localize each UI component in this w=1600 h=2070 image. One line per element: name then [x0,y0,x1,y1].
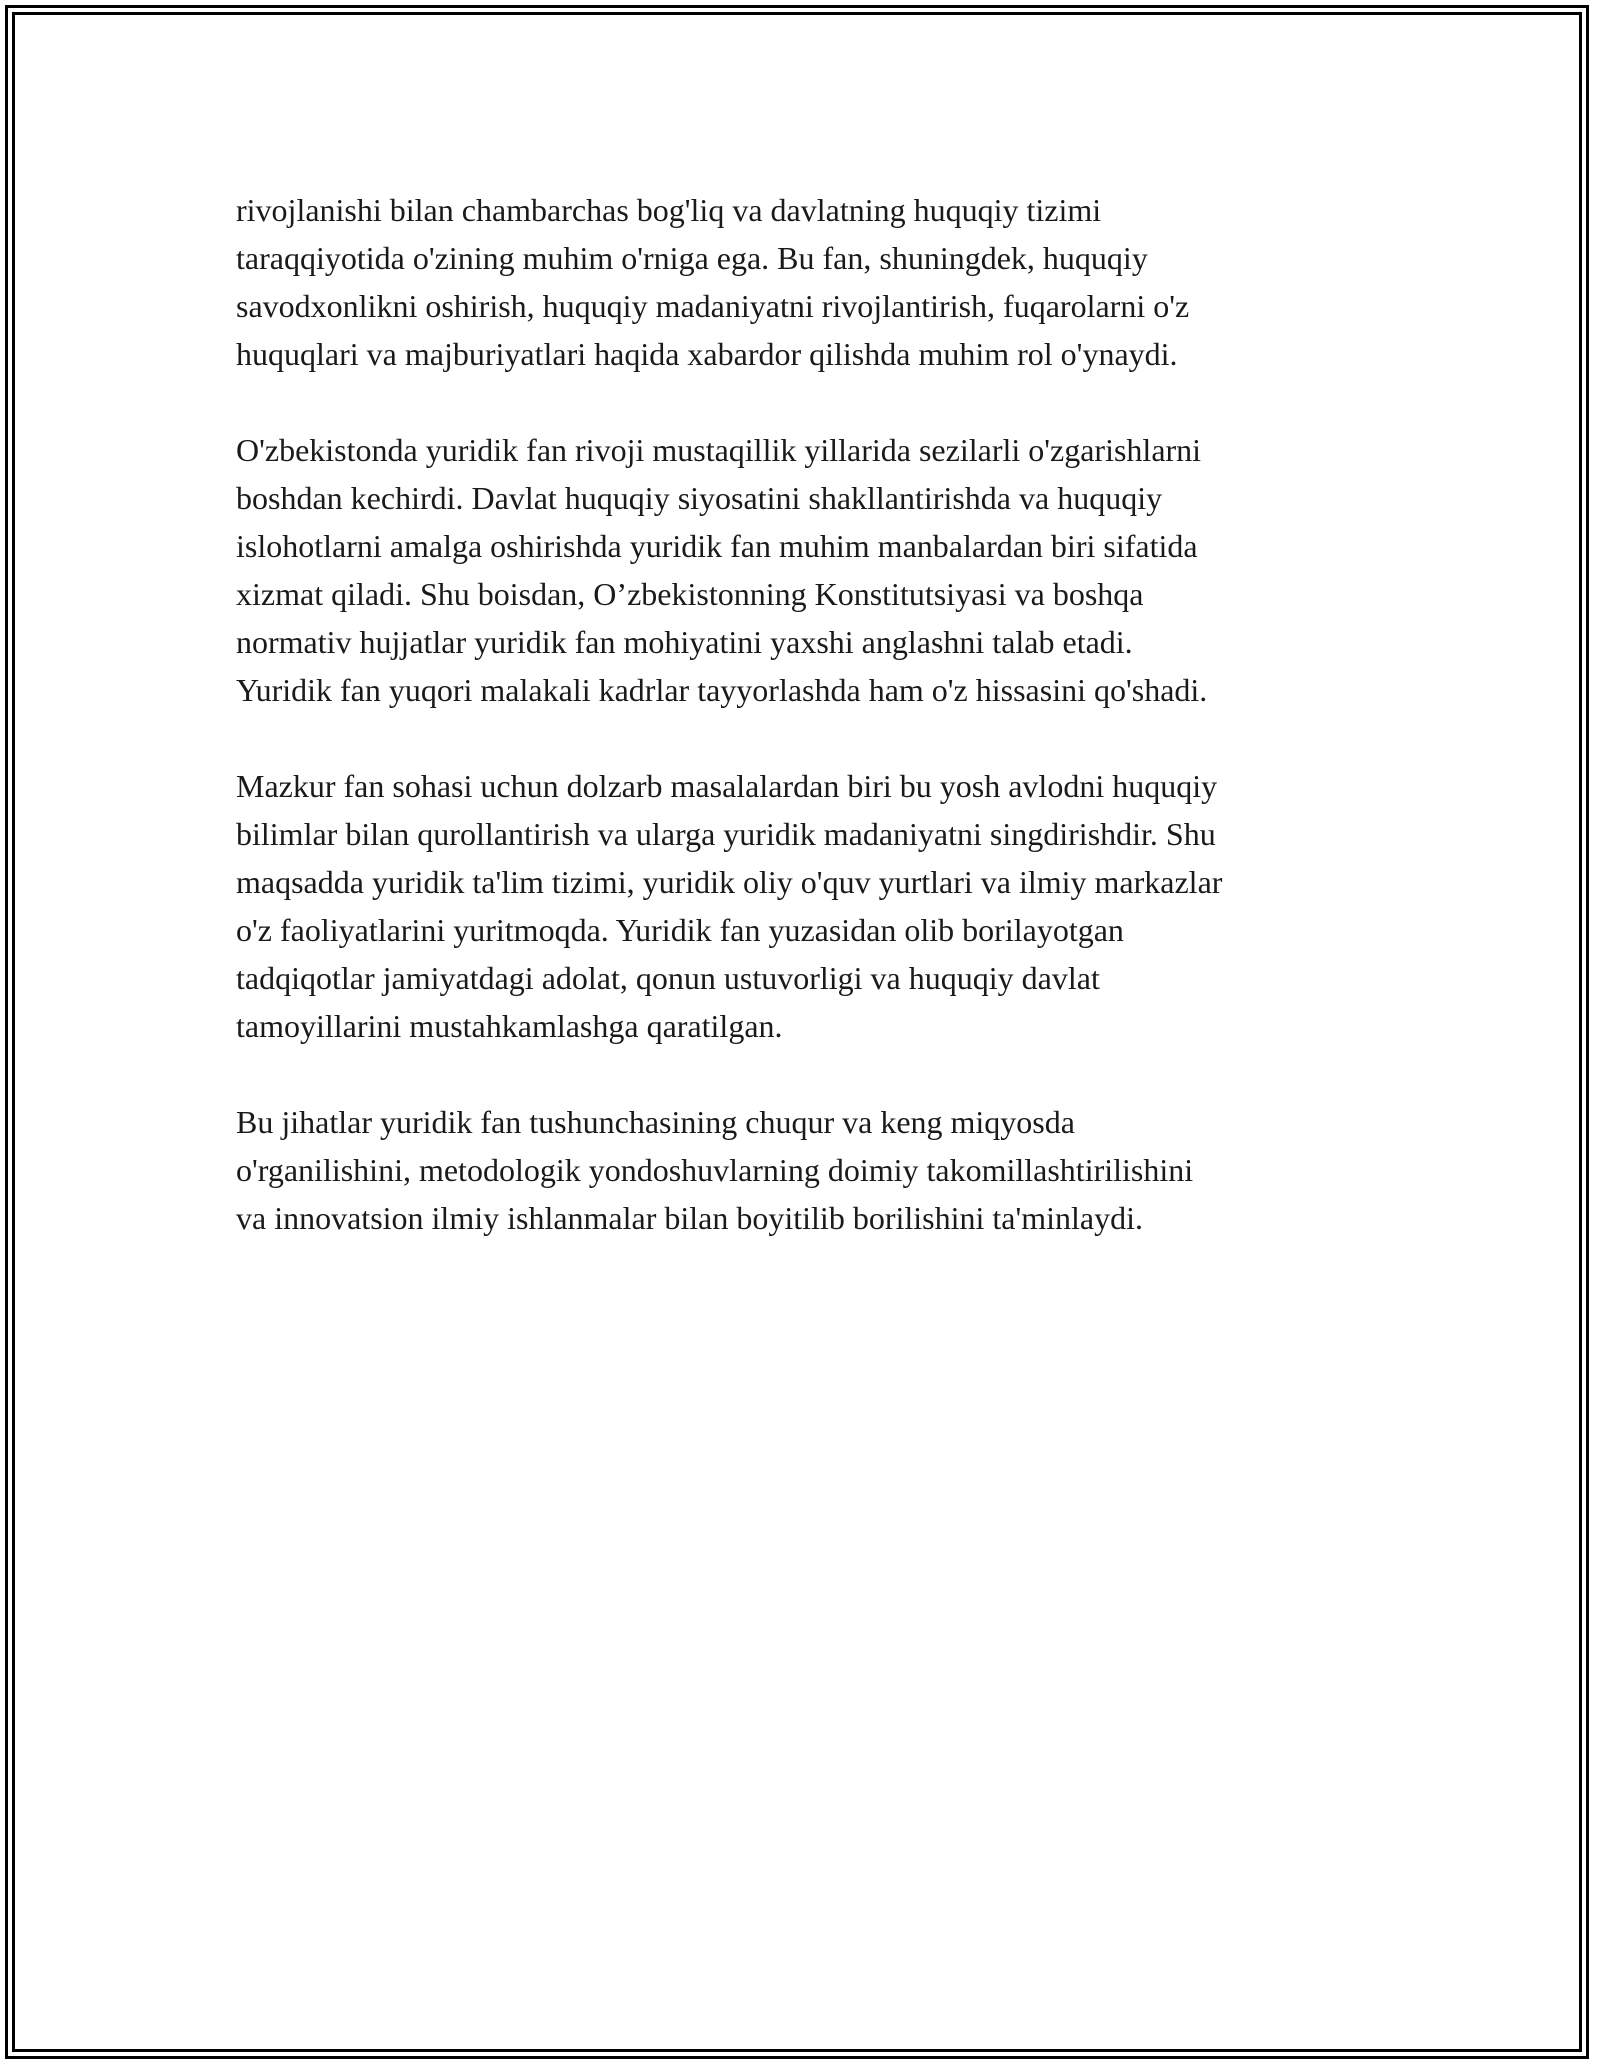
text-line: normativ hujjatlar yuridik fan mohiyatini yaxshi anglashni talab etadi. [236,624,1133,660]
text-line: tamoyillarini mustahkamlashga qaratilgan. [236,1008,783,1044]
text-line: rivojlanishi bilan chambarchas bog'liq va davlatning huquqiy tizimi [236,192,1102,228]
text-line: maqsadda yuridik ta'lim tizimi, yuridik oliy o'quv yurtlari va ilmiy markazlar [236,864,1223,900]
text-line: va innovatsion ilmiy ishlanmalar bilan boyitilib borilishini ta'minlaydi. [236,1200,1143,1236]
text-line: taraqqiyotida o'zining muhim o'rniga ega. Bu fan, shuningdek, huquqiy [236,240,1148,276]
text-line: o'z faoliyatlarini yuritmoqda. Yuridik fan yuzasidan olib borilayotgan [236,912,1124,948]
paragraph-1 [236,186,1376,378]
text-line: bilimlar bilan qurollantirish va ularga yuridik madaniyatni singdirishdir. Shu [236,816,1216,852]
text-line: savodxonlikni oshirish, huquqiy madaniyatni rivojlantirish, fuqarolarni o'z [236,288,1190,324]
text-line: o'rganilishini, metodologik yondoshuvlarning doimiy takomillashtirilishini [236,1152,1194,1188]
paragraph-4 [236,1098,1376,1242]
text-line: O'zbekistonda yuridik fan rivoji mustaqillik yillarida sezilarli o'zgarishlarni [236,432,1202,468]
paragraph-3 [236,762,1376,1050]
text-line: islohotlarni amalga oshirishda yuridik fan muhim manbalardan biri sifatida [236,528,1198,564]
text-line: boshdan kechirdi. Davlat huquqiy siyosatini shakllantirishda va huquqiy [236,480,1163,516]
text-line: Yuridik fan yuqori malakali kadrlar tayyorlashda ham o'z hissasini qo'shadi. [236,672,1208,708]
text-line: Bu jihatlar yuridik fan tushunchasining chuqur va keng miqyosda [236,1104,1075,1140]
text-line: xizmat qiladi. Shu boisdan, O’zbekistonning Konstitutsiyasi va boshqa [236,576,1144,612]
text-line: Mazkur fan sohasi uchun dolzarb masalalardan biri bu yosh avlodni huquqiy [236,768,1218,804]
paragraph-2 [236,426,1376,714]
text-line: huquqlari va majburiyatlari haqida xabardor qilishda muhim rol o'ynaydi. [236,336,1178,372]
document-body [236,186,1376,1290]
text-line: tadqiqotlar jamiyatdagi adolat, qonun ustuvorligi va huquqiy davlat [236,960,1100,996]
